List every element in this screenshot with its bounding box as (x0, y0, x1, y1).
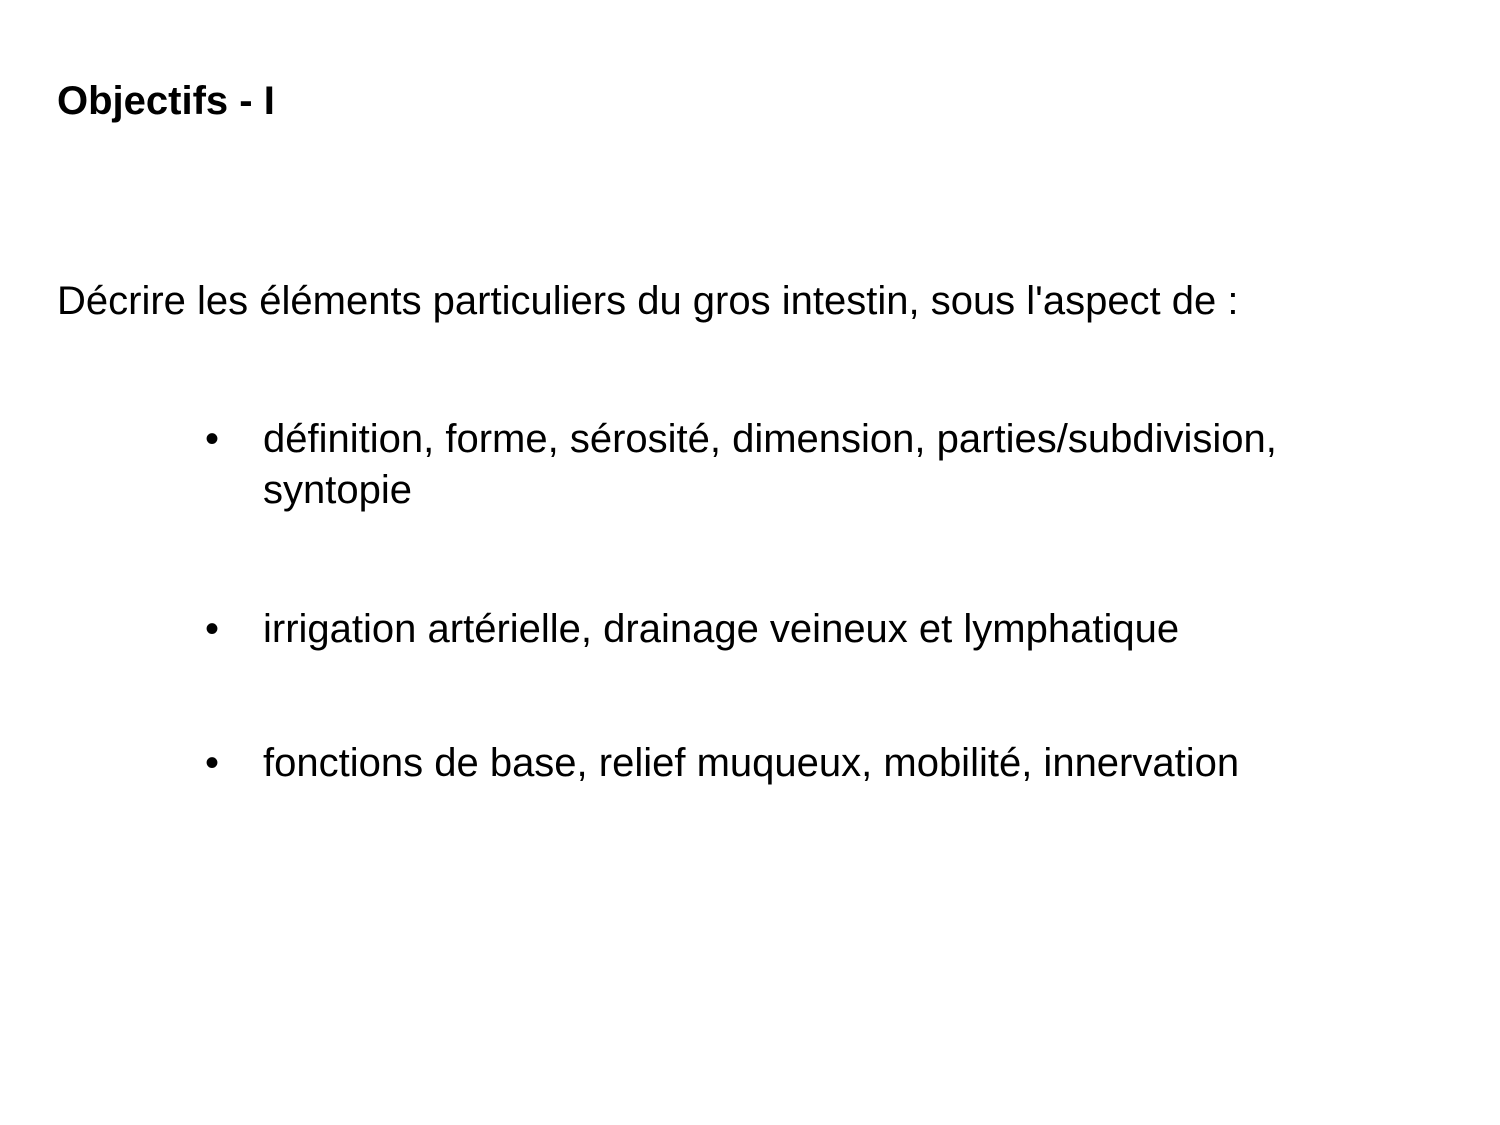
list-item-line: définition, forme, sérosité, dimension, parties/subdivision, (263, 417, 1277, 461)
bullet-icon: • (205, 607, 220, 651)
intro-text: Décrire les éléments particuliers du gros intestin, sous l'aspect de : (57, 279, 1239, 323)
list-item (205, 414, 1465, 516)
slide-title: Objectifs - I (57, 79, 275, 123)
bullet-icon: • (205, 417, 220, 461)
list-item-text: fonctions de base, relief muqueux, mobilité, innervation (263, 741, 1240, 785)
list-item (205, 604, 1465, 655)
list-item-text: irrigation artérielle, drainage veineux et lymphatique (263, 607, 1180, 651)
bullet-icon: • (205, 741, 220, 785)
list-item-text (263, 414, 1465, 516)
list-item (205, 738, 1465, 789)
list-item-line: syntopie (263, 468, 412, 512)
